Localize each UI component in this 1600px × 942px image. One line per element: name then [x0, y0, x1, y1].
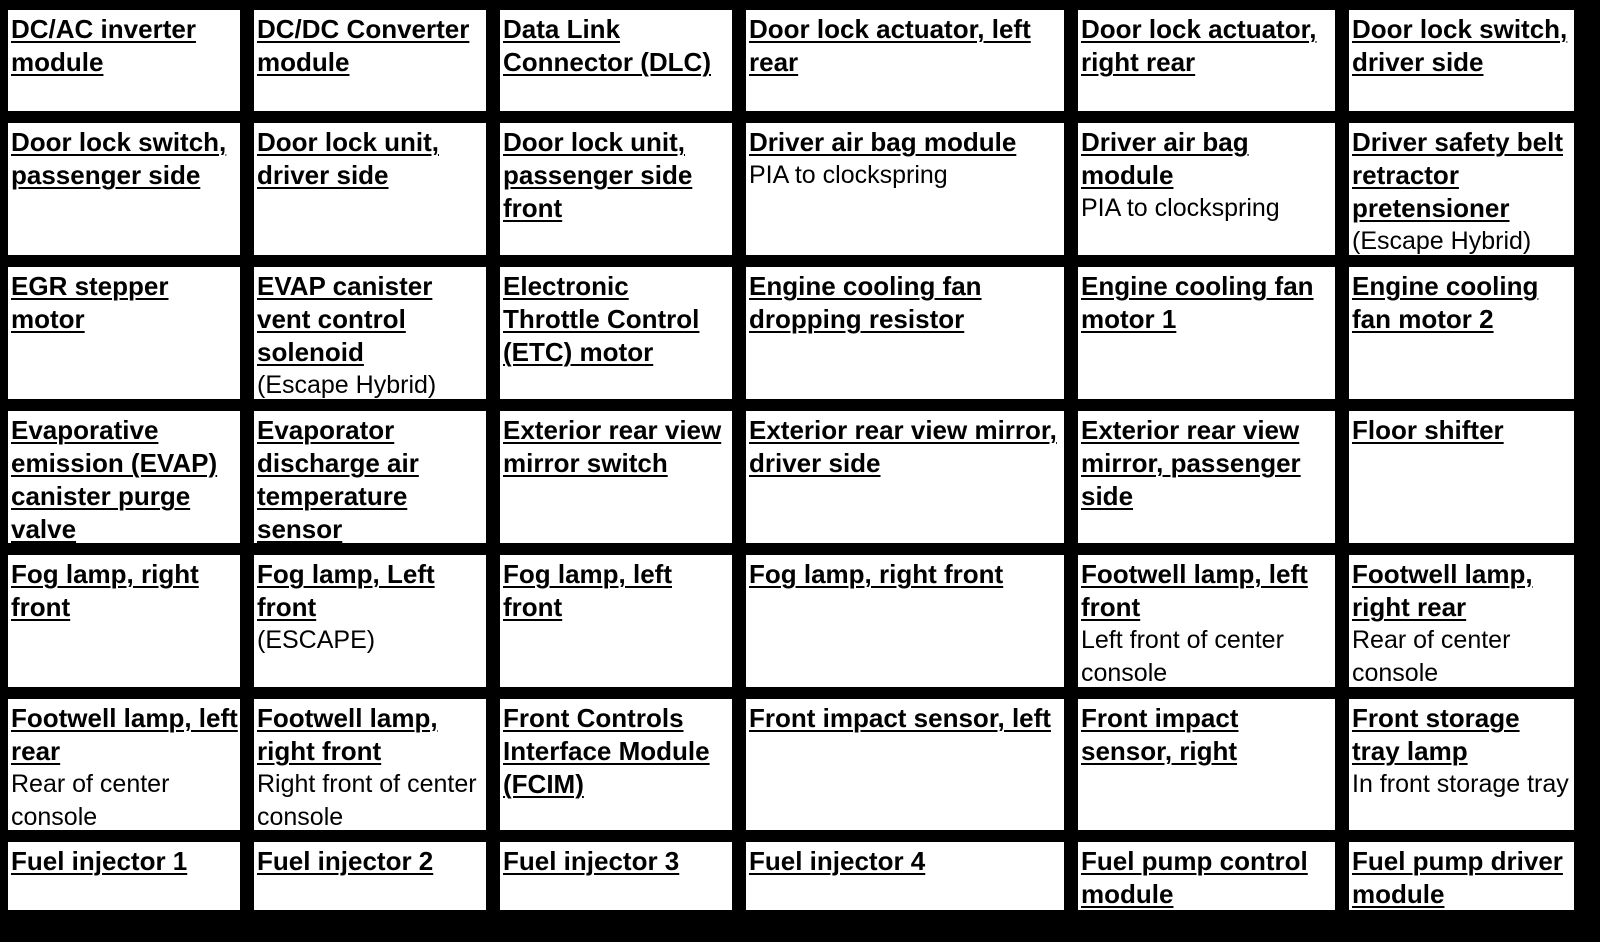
table-cell	[744, 8, 1066, 113]
table-cell	[744, 697, 1066, 832]
table-cell	[252, 840, 488, 912]
component-location-note: Left front of center console	[1081, 626, 1284, 687]
table-cell	[744, 265, 1066, 401]
component-link[interactable]: Door lock actuator, left rear	[749, 14, 1031, 77]
component-link[interactable]: Driver air bag module	[749, 127, 1017, 157]
table-cell	[1347, 265, 1576, 401]
table-cell	[1076, 121, 1337, 257]
table-cell	[252, 8, 488, 113]
table-cell	[1347, 840, 1576, 912]
component-link[interactable]: Door lock switch, driver side	[1352, 14, 1568, 77]
component-location-note: In front storage tray	[1352, 770, 1569, 798]
component-link[interactable]: Front storage tray lamp	[1352, 703, 1520, 766]
component-location-table	[6, 8, 1594, 936]
component-link[interactable]: Engine cooling fan motor 2	[1352, 271, 1539, 334]
component-link[interactable]: Fog lamp, right front	[11, 559, 199, 622]
table-cell	[498, 8, 734, 113]
component-link[interactable]: Footwell lamp, right front	[257, 703, 438, 766]
component-location-note: PIA to clockspring	[749, 161, 948, 189]
component-link[interactable]: Fog lamp, left front	[503, 559, 672, 622]
component-link[interactable]: Fuel pump driver module	[1352, 846, 1563, 909]
table-cell	[1076, 265, 1337, 401]
table-cell	[498, 697, 734, 832]
table-cell	[1347, 553, 1576, 689]
component-link[interactable]: DC/AC inverter module	[11, 14, 196, 77]
table-cell	[252, 553, 488, 689]
component-location-note: Rear of center console	[1352, 626, 1511, 687]
table-cell	[744, 553, 1066, 689]
component-link[interactable]: Floor shifter	[1352, 415, 1504, 445]
table-cell	[1076, 8, 1337, 113]
table-cell	[744, 409, 1066, 545]
component-location-note: PIA to clockspring	[1081, 194, 1280, 222]
component-link[interactable]: Front Controls Interface Module (FCIM)	[503, 703, 710, 799]
component-link[interactable]: DC/DC Converter module	[257, 14, 470, 77]
table-cell	[6, 265, 242, 401]
component-link[interactable]: EGR stepper motor	[11, 271, 169, 334]
component-link[interactable]: Front impact sensor, right	[1081, 703, 1239, 766]
component-link[interactable]: Exterior rear view mirror, driver side	[749, 415, 1057, 478]
component-link[interactable]: Electronic Throttle Control (ETC) motor	[503, 271, 700, 367]
table-cell	[1347, 697, 1576, 832]
component-link[interactable]: Exterior rear view mirror switch	[503, 415, 722, 478]
table-cell	[1347, 409, 1576, 545]
component-link[interactable]: Door lock actuator, right rear	[1081, 14, 1317, 77]
component-link[interactable]: Footwell lamp, right rear	[1352, 559, 1533, 622]
table-cell	[252, 409, 488, 545]
table-cell	[744, 121, 1066, 257]
table-cell	[1076, 697, 1337, 832]
component-link[interactable]: Exterior rear view mirror, passenger side	[1081, 415, 1301, 511]
component-link[interactable]: Fog lamp, right front	[749, 559, 1004, 589]
component-link[interactable]: Fog lamp, Left front	[257, 559, 435, 622]
component-location-note: (Escape Hybrid)	[257, 371, 437, 399]
component-location-note: Rear of center console	[11, 770, 170, 831]
table-cell	[498, 409, 734, 545]
component-link[interactable]: Engine cooling fan dropping resistor	[749, 271, 982, 334]
table-cell	[498, 121, 734, 257]
table-cell	[1076, 840, 1337, 912]
table-cell	[252, 697, 488, 832]
component-link[interactable]: Driver air bag module	[1081, 127, 1249, 190]
table-cell	[6, 409, 242, 545]
table-cell	[1076, 553, 1337, 689]
table-cell	[498, 840, 734, 912]
component-link[interactable]: Fuel injector 1	[11, 846, 188, 876]
component-location-note: Right front of center console	[257, 770, 477, 831]
table-cell	[498, 553, 734, 689]
component-link[interactable]: Footwell lamp, left rear	[11, 703, 238, 766]
component-link[interactable]: Fuel injector 3	[503, 846, 680, 876]
table-cell	[498, 265, 734, 401]
component-link[interactable]: EVAP canister vent control solenoid	[257, 271, 433, 367]
component-link[interactable]: Door lock unit, driver side	[257, 127, 439, 190]
component-location-note: (Escape Hybrid)	[1352, 227, 1532, 255]
table-cell	[6, 121, 242, 257]
table-cell	[6, 840, 242, 912]
table-cell	[6, 553, 242, 689]
table-cell	[252, 121, 488, 257]
component-link[interactable]: Data Link Connector (DLC)	[503, 14, 711, 77]
component-link[interactable]: Footwell lamp, left front	[1081, 559, 1308, 622]
table-cell	[252, 265, 488, 401]
component-link[interactable]: Fuel pump control module	[1081, 846, 1308, 909]
table-cell	[744, 840, 1066, 912]
table-cell	[1347, 121, 1576, 257]
component-link[interactable]: Door lock switch, passenger side	[11, 127, 227, 190]
component-location-note: (ESCAPE)	[257, 626, 376, 654]
table-cell	[6, 697, 242, 832]
component-link[interactable]: Engine cooling fan motor 1	[1081, 271, 1314, 334]
component-link[interactable]: Front impact sensor, left	[749, 703, 1051, 733]
component-link[interactable]: Fuel injector 2	[257, 846, 434, 876]
component-link[interactable]: Fuel injector 4	[749, 846, 926, 876]
component-link[interactable]: Door lock unit, passenger side front	[503, 127, 693, 223]
table-cell	[6, 8, 242, 113]
component-link[interactable]: Driver safety belt retractor pretensioner	[1352, 127, 1563, 223]
component-link[interactable]: Evaporative emission (EVAP) canister purge valve	[11, 415, 218, 544]
table-cell	[1076, 409, 1337, 545]
component-link[interactable]: Evaporator discharge air temperature sensor	[257, 415, 419, 544]
table-cell	[1347, 8, 1576, 113]
